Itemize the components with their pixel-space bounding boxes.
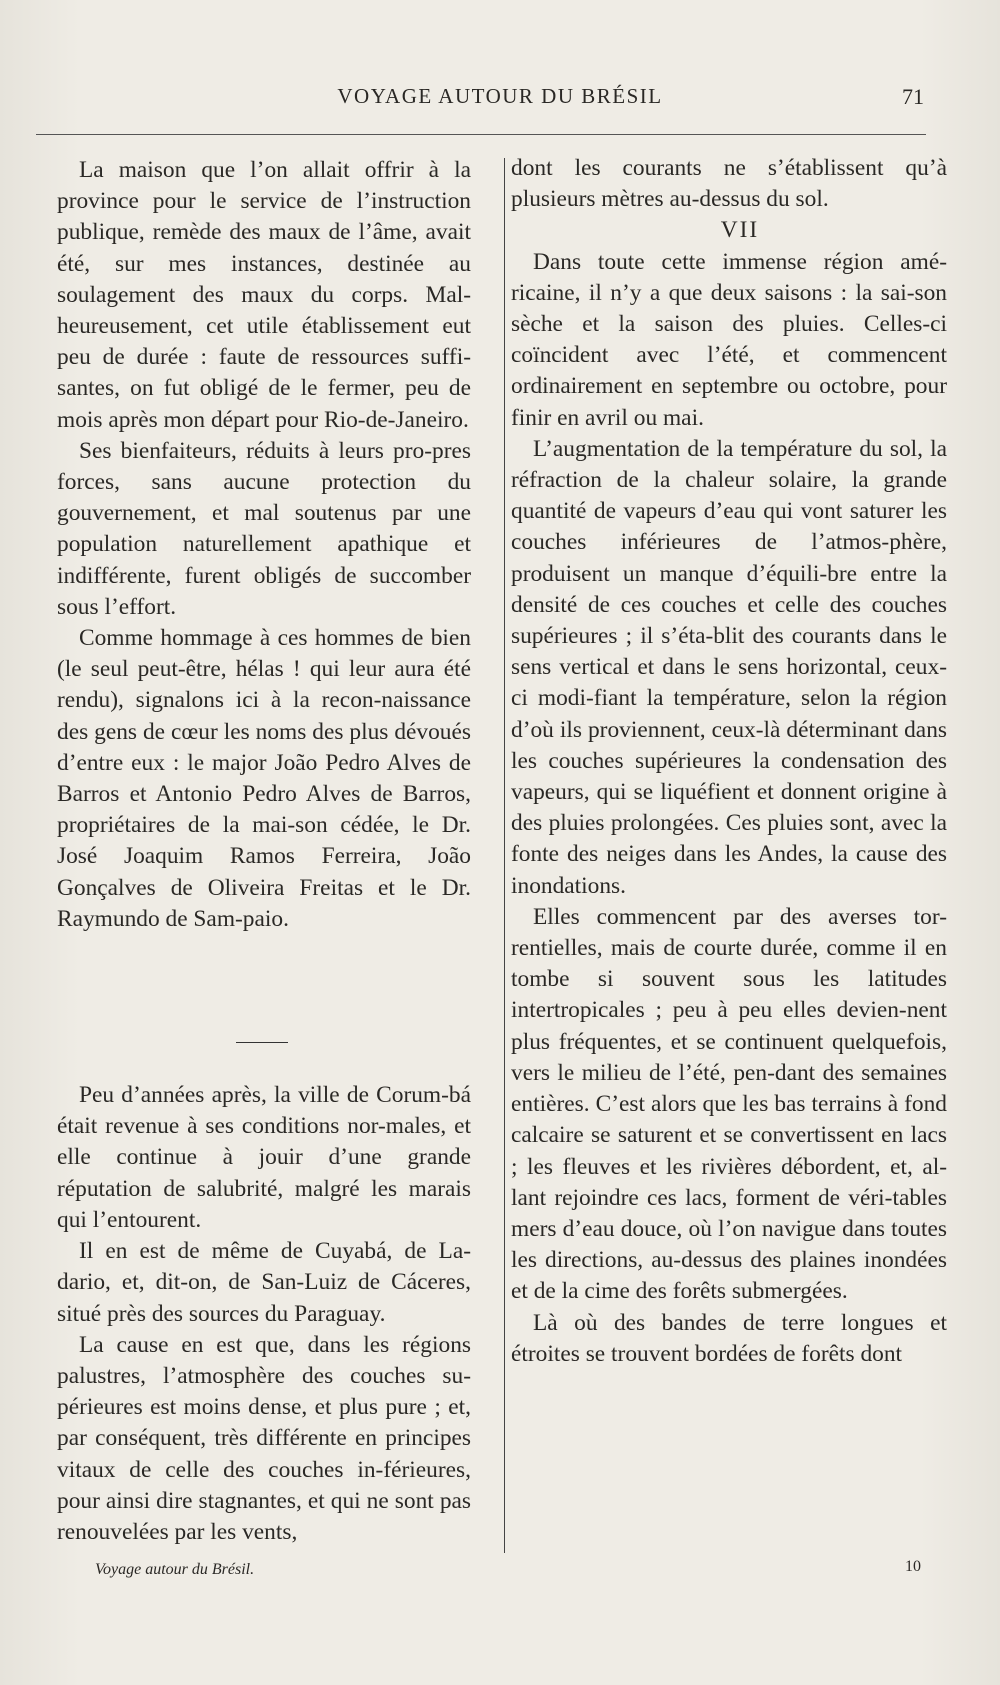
paragraph: L’augmentation de la température du sol, la réfraction de la chaleur solaire, la grande quantité de vapeurs d’eau qui vont saturer les couches inférieures de l’atmos-phère, produisent un manque d’équili-bre entre la densité de ces couches et celle des couches supérieures ; il s’éta-blit des courants dans le sens vertical et dans le sens horizontal, ceux-ci modi-fiant la température, selon la région d’où ils proviennent, ceux-là déterminant dans les couches supérieures la condensation des vapeurs, qui se liquéfient et donnent origine à des pluies prolongées. Ces pluies sont, avec la fonte des neiges dans les Andes, la cause des inondations. (511, 435, 947, 899)
paragraph: Ses bienfaiteurs, réduits à leurs pro-pres forces, sans aucune protection du gouvernement, et mal soutenus par une population naturellement apathique et indifférente, furent obligés de succomber sous l’effort. (57, 437, 471, 620)
paragraph-continuation: dont les courants ne s’établissent qu’à plusieurs mètres au-dessus du sol. (511, 155, 947, 213)
signature-mark: 10 (905, 1558, 921, 1575)
section-ornament-rule (236, 1042, 288, 1043)
paragraph: Comme hommage à ces hommes de bien (le seul peut-être, hélas ! qui leur aura été rendu), signalons ici à la recon-naissance des gens de cœur les noms des plus dévoués d’entre eux : le major João Pedro Alves de Barros et Antonio Pedro Alves de Barros, propriétaires de la mai-son cédée, le Dr. José Joaquim Ramos Ferreira, João Gonçalves de Oliveira Freitas et le Dr. Raymundo de Sam-paio. (57, 625, 471, 932)
column-divider (504, 158, 505, 1553)
running-head: VOYAGE AUTOUR DU BRÉSIL (337, 84, 663, 108)
paragraph: Elles commencent par des averses tor-rentielles, mais de courte durée, comme il en tombe si souvent sous les latitudes intertropicales ; peu à peu elles devien-nent plus fréquentes, et se continuent quelquefois, vers le milieu de l’été, pen-dant des semaines entières. C’est alors que les bas terrains à fond calcaire se saturent et se convertissent en lacs ; les fleuves et les rivières débordent, et, al-lant rejoindre ces lacs, forment de véri-tables mers d’eau douce, où l’on navigue dans toutes les directions, au-dessus des plaines inondées et de la cime des forêts submergées. (511, 903, 947, 1305)
paragraph: Il en est de même de Cuyabá, de La-dario, et, dit-on, de San-Luiz de Cáceres, situé près des sources du Paraguay. (57, 1238, 471, 1327)
signature-line: Voyage autour du Brésil. (95, 1561, 255, 1578)
page-number: 71 (902, 84, 924, 109)
header-rule (36, 134, 926, 135)
section-title: VII (720, 217, 760, 244)
paragraph: La cause en est que, dans les régions palustres, l’atmosphère des couches su-périeures est moins dense, et plus pure ; et, par conséquent, très différente en principes vitaux de celle des couches in-férieures, pour ainsi dire stagnantes, et qui ne sont pas renouvelées par les vents, (57, 1331, 471, 1545)
paragraph: Là où des bandes de terre longues et étroites se trouvent bordées de forêts dont (511, 1309, 947, 1367)
left-column (57, 155, 471, 1548)
paragraph: Dans toute cette immense région amé-ricaine, il n’y a que deux saisons : la sai-son sèche et la saison des pluies. Celles-ci coïncident avec l’été, et commencent ordinairement en septembre ou octobre, pour finir en avril ou mai. (511, 248, 947, 431)
right-column (511, 153, 947, 1370)
section-break-space (57, 935, 471, 1080)
paragraph: Peu d’années après, la ville de Corum-bá était revenue à ses conditions nor-males, et elle continue à jouir d’une grande réputation de salubrité, malgré les marais qui l’entourent. (57, 1082, 471, 1233)
paragraph: La maison que l’on allait offrir à la province pour le service de l’instruction publique, remède des maux de l’âme, avait été, sur mes instances, destinée au soulagement des maux du corps. Mal-heureusement, cet utile établissement eut peu de durée : faute de ressources suffi-santes, on fut obligé de le fermer, peu de mois après mon départ pour Rio-de-Janeiro. (57, 157, 471, 433)
